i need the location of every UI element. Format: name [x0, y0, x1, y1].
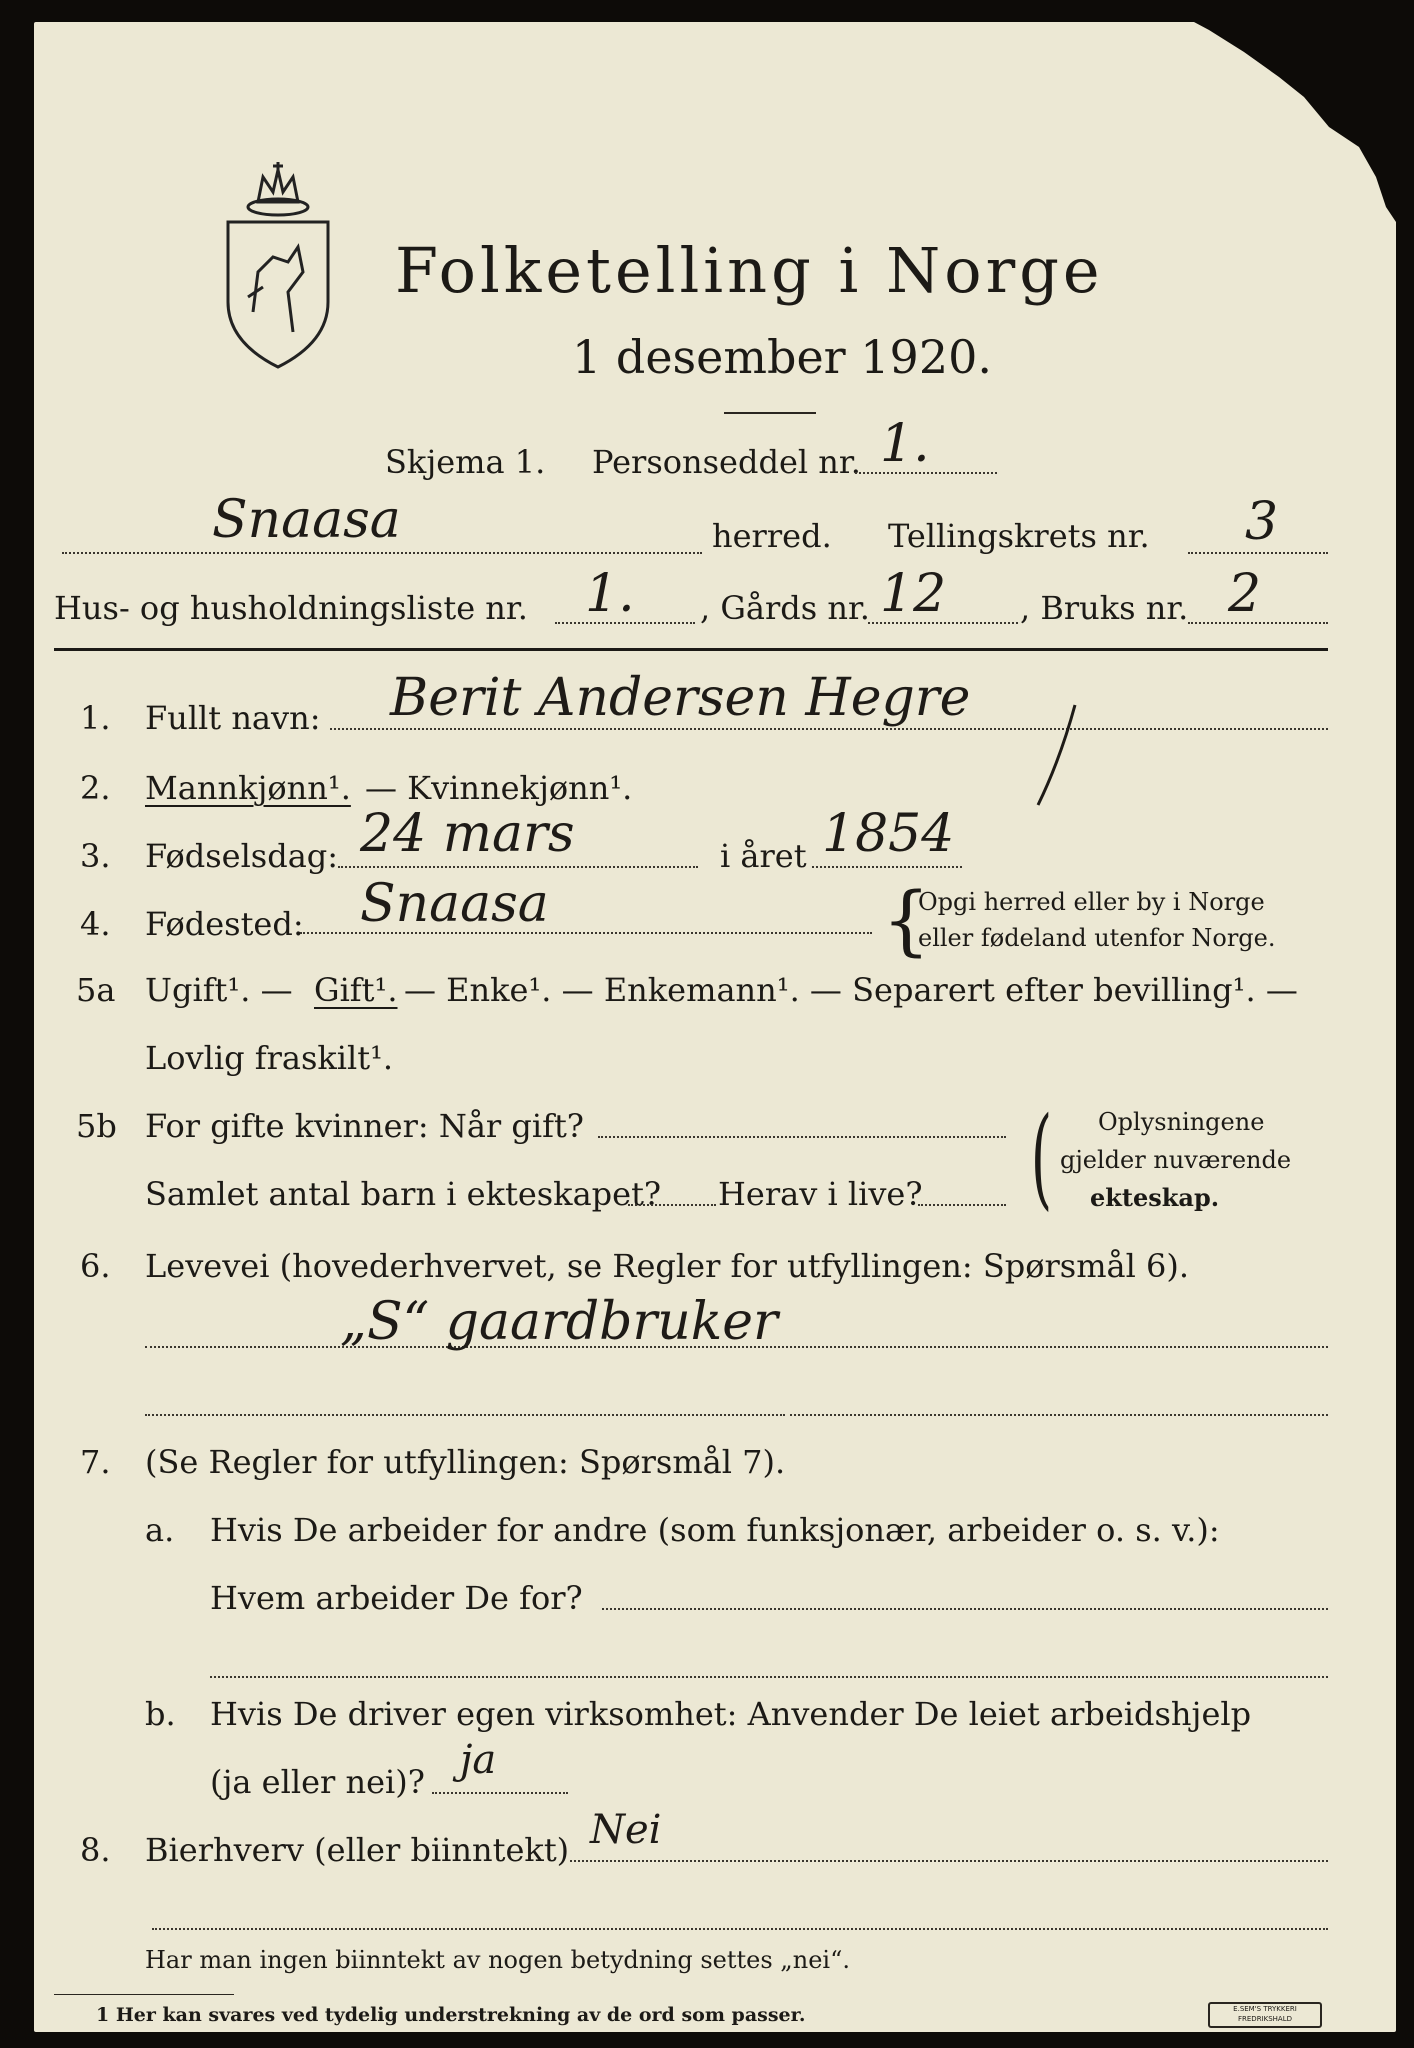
herred-value: Snaasa	[212, 490, 401, 550]
q3-label: Fødselsdag:	[145, 837, 339, 875]
q3-value: 24 mars	[360, 804, 575, 864]
herred-label: herred.	[712, 517, 832, 555]
title-divider	[724, 412, 816, 414]
personseddel-value: 1.	[880, 414, 930, 474]
gards-label: , Gårds nr.	[700, 589, 870, 627]
gards-value: 12	[880, 564, 947, 624]
q5a-opt-ugift: Ugift¹. —	[145, 971, 293, 1009]
q5b-label1: For gifte kvinner: Når gift?	[145, 1107, 584, 1145]
q5b-label2: Samlet antal barn i ekteskapet?	[145, 1175, 662, 1213]
bruks-value: 2	[1228, 564, 1262, 624]
tellingskrets-label: Tellingskrets nr.	[888, 517, 1150, 555]
q6-number: 6.	[80, 1247, 111, 1285]
q4-note-line2: eller fødeland utenfor Norge.	[918, 924, 1276, 952]
q5a-opt-rest: — Enke¹. — Enkemann¹. — Separert efter bevilling¹. —	[404, 971, 1298, 1009]
q2-option-mann: Mannkjønn¹.	[145, 769, 351, 807]
personseddel-label: Personseddel nr.	[592, 443, 861, 481]
q5b-note1: Oplysningene	[1098, 1108, 1265, 1136]
form-title: Folketelling i Norge	[395, 234, 1104, 307]
q2-number: 2.	[80, 769, 111, 807]
printer-stamp: E.SEM'S TRYKKERI FREDRIKSHALD	[1208, 2002, 1322, 2028]
q7b-label1: Hvis De driver egen virksomhet: Anvender De leiet arbeidshjelp	[210, 1695, 1252, 1733]
q4-note-line1: Opgi herred eller by i Norge	[918, 888, 1265, 916]
q6-value: „S“ gaardbruker	[340, 1292, 778, 1352]
q4-value: Snaasa	[360, 874, 549, 934]
q5b-note2: gjelder nuværende	[1060, 1146, 1292, 1174]
q8-number: 8.	[80, 1831, 111, 1869]
q1-value: Berit Andersen Hegre	[390, 668, 971, 728]
q3-year-value: 1854	[822, 804, 955, 864]
husholdningsliste-label: Hus- og husholdningsliste nr.	[54, 589, 528, 627]
q7a-label2: Hvem arbeider De for?	[210, 1579, 583, 1617]
q5a-opt-fraskilt: Lovlig fraskilt¹.	[145, 1039, 394, 1077]
q5b-number: 5b	[76, 1107, 117, 1145]
norwegian-coat-of-arms-icon	[218, 162, 338, 372]
q5a-opt-gift: Gift¹.	[314, 971, 398, 1009]
q7b-value: ja	[460, 1737, 497, 1783]
tellingskrets-value: 3	[1245, 492, 1279, 552]
q4-number: 4.	[80, 905, 111, 943]
q2-option-kvinne: — Kvinnekjønn¹.	[365, 769, 633, 807]
handwritten-stroke-icon	[1030, 700, 1090, 810]
husholdningsliste-value: 1.	[585, 564, 635, 624]
bruks-label: , Bruks nr.	[1020, 589, 1189, 627]
q5b-note3: ekteskap.	[1090, 1183, 1220, 1212]
q7b-label2: (ja eller nei)?	[210, 1763, 425, 1801]
q7a-letter: a.	[145, 1511, 175, 1549]
q4-label: Fødested:	[145, 905, 304, 943]
schema-label: Skjema 1.	[385, 443, 546, 481]
q1-label: Fullt navn:	[145, 699, 321, 737]
form-date: 1 desember 1920.	[572, 330, 992, 384]
q5a-number: 5a	[76, 971, 116, 1009]
q6-label: Levevei (hovederhvervet, se Regler for utfyllingen: Spørsmål 6).	[145, 1247, 1190, 1285]
q8-value: Nei	[590, 1807, 662, 1853]
q7a-label1: Hvis De arbeider for andre (som funksjonær, arbeider o. s. v.):	[210, 1511, 1220, 1549]
q3-number: 3.	[80, 837, 111, 875]
footnote: 1 Her kan svares ved tydelig understrekning av de ord som passer.	[96, 2004, 806, 2026]
q5b-label3: Herav i live?	[718, 1175, 923, 1213]
header-divider	[54, 648, 1328, 651]
q7-number: 7.	[80, 1443, 111, 1481]
q3-year-label: i året	[720, 837, 807, 875]
q7b-letter: b.	[145, 1695, 176, 1733]
q8-label: Bierhverv (eller biinntekt)	[145, 1831, 570, 1869]
q8-note: Har man ingen biinntekt av nogen betydning settes „nei“.	[145, 1946, 850, 1974]
q1-number: 1.	[80, 699, 111, 737]
q7-label: (Se Regler for utfyllingen: Spørsmål 7).	[145, 1443, 786, 1481]
